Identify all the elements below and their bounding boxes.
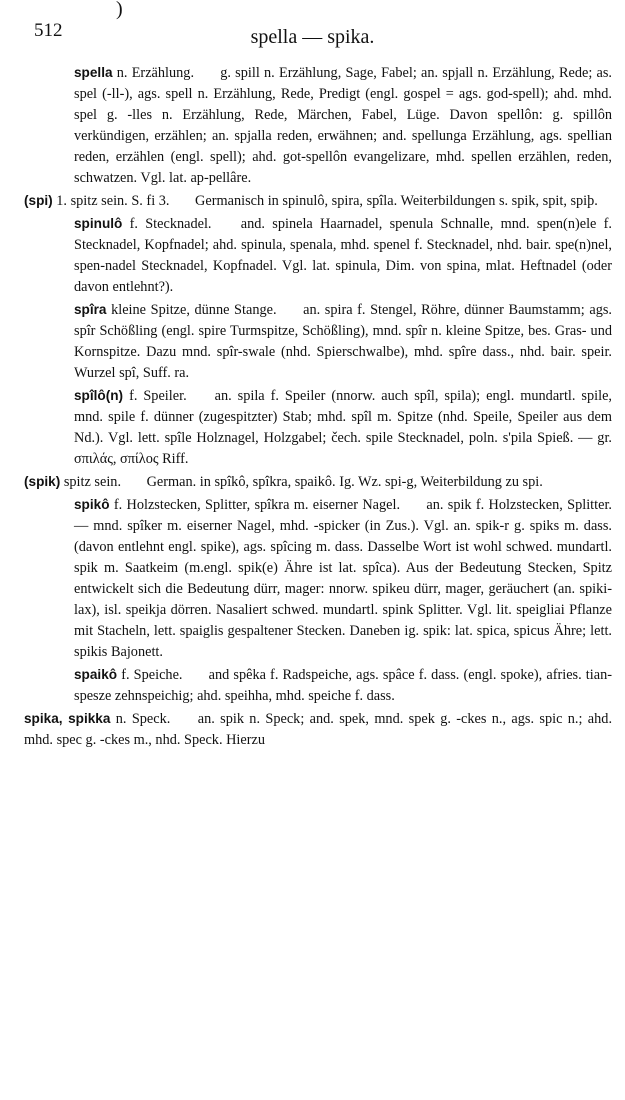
- entry-spiko: [24, 494, 612, 663]
- headword: spella: [74, 65, 113, 80]
- entry-spilon: [24, 385, 612, 470]
- entry-text: an. spik f. Holzstecken, Splitter. — mnd. spîker m. eiserner Nagel, mhd. -spicker (in Zus.). Vgl. an. spik-r g. spiks m. dass. (davon entlehnt engl. spike), ags. spîcing m. dass. Dasselbe Wort ist wohl schwed. mundartl. spik m. Saatkeim (m.engl. spik(e) Ähre ist lat. spîca). Aus der Bedeutung Stecken, Spitz entwickelt sich die Bedeutung dürr, mager: nnorw. spikeu dürr, mager, geräuchert (an. spiki-lax), isl. speikja dörren. Nasaliert schwed. mundartl. spink Splitter. Vgl. lit. speigliai Pflanze mit Stacheln, lett. spaiglis gespaltener Stecken. Daneben ig. spik: lat. spica, spicus Ähre; lett. spikis Bajonett.: [74, 497, 612, 660]
- gloss: f. Holzstecken, Splitter, spîkra m. eiserner Nagel.: [113, 497, 401, 513]
- gloss: kleine Spitze, dünne Stange.: [111, 302, 277, 318]
- entry-text: g. spill n. Erzählung, Sage, Fabel; an. spjall n. Erzählung, Rede; as. spel (-ll-), ags. spell n. Erzählung, Rede, Predigt (engl. gospel = ags. god-spell); ahd. mhd. spel g. -lles n. Erzählung, Rede, Märchen, Fabel, Lüge. Davon spellôn: g. spillôn verkündigen, erzählen; an. spjalla reden, erwähnen; and. spellunga Erzählung, ags. spellian reden, erzählen (engl. spell); ahd. got-spellôn evangelizare, mhd. spellen erzählen, reden, schwatzen. Vgl. lat. ap-pellâre.: [74, 65, 612, 186]
- entry-spaiko: [24, 664, 612, 707]
- headword: spikô: [74, 497, 110, 512]
- entry-spira: [24, 299, 612, 384]
- gloss: f. Stecknadel.: [129, 216, 212, 232]
- gloss: n. Erzählung.: [116, 65, 195, 81]
- gloss: n. Speck.: [115, 711, 171, 727]
- headword: (spik): [24, 474, 61, 489]
- gloss: f. Speiler.: [129, 388, 187, 404]
- entry-spella: [24, 62, 612, 189]
- margin-mark: ): [116, 0, 123, 20]
- entry-text: and spêka f. Radspeiche, ags. spâce f. dass. (engl. spoke), afries. tian-spesze zehnspeichig; ahd. speihha, mhd. speiche f. dass.: [74, 667, 612, 704]
- entry-text: German. in spîkô, spîkra, spaikô. Ig. Wz. spi-g, Weiterbildung zu spi.: [146, 474, 543, 490]
- headword: spika, spikka: [24, 711, 111, 726]
- entry-spika: [24, 708, 612, 751]
- entry-spik: [24, 471, 612, 493]
- headword: spîlô(n): [74, 388, 124, 403]
- gloss: f. Speiche.: [121, 667, 183, 683]
- page-number: 512: [34, 20, 63, 41]
- entry-text: an. spila f. Speiler (nnorw. auch spîl, spila); engl. mundartl. spile, mnd. spile f. dünner (zugespitzter) Stab; mhd. spîl m. Spitze (nhd. Speile, Speiler aus dem Nd.). Vgl. lett. spîle Holznagel, Holzgabel; čech. spile Stecknadel, poln. s'pila Spieß. — gr. σπιλάς, σπίλος Riff.: [74, 388, 612, 467]
- gloss: spitz sein.: [63, 474, 122, 490]
- entry-text: an. spik n. Speck; and. spek, mnd. spek g. -ckes n., ags. spic n.; ahd. mhd. spec g. -ckes m., nhd. Speck. Hierzu: [24, 711, 613, 748]
- entry-spinulo: [24, 213, 612, 298]
- headword: spinulô: [74, 216, 123, 231]
- headword: spîra: [74, 302, 107, 317]
- headword: spaikô: [74, 667, 118, 682]
- entry-text: and. spinela Haarnadel, spenula Schnalle, mnd. spen(n)ele f. Stecknadel, Kopfnadel; ahd. spinula, spenala, mhd. spenel f. Stecknadel, nhd. bair. spe(n)nel, spen-nadel Stecknadel, Kopfnadel. Vgl. lat. spinula, Dim. von spina, mlat. Heftnadel (oder davon entlehnt?).: [74, 216, 612, 295]
- running-head: spella — spika.: [250, 26, 375, 48]
- gloss: 1. spitz sein. S. fi 3.: [56, 193, 170, 209]
- entries: [24, 62, 612, 751]
- entry-spi: [24, 190, 612, 212]
- entry-text: Germanisch in spinulô, spira, spîla. Weiterbildungen s. spik, spit, spiþ.: [195, 193, 598, 209]
- entry-text: an. spira f. Stengel, Röhre, dünner Baumstamm; ags. spîr Schößling (engl. spire Turmspitze, Schößling), mnd. spîr n. kleine Spitze, bes. Gras- und Kornspitze. Dazu mnd. spîr-swale (nhd. Spierschwalbe), mhd. spîre dass., nhd. bair. speir. Wurzel spî, Suff. ra.: [74, 302, 612, 381]
- headword: (spi): [24, 193, 53, 208]
